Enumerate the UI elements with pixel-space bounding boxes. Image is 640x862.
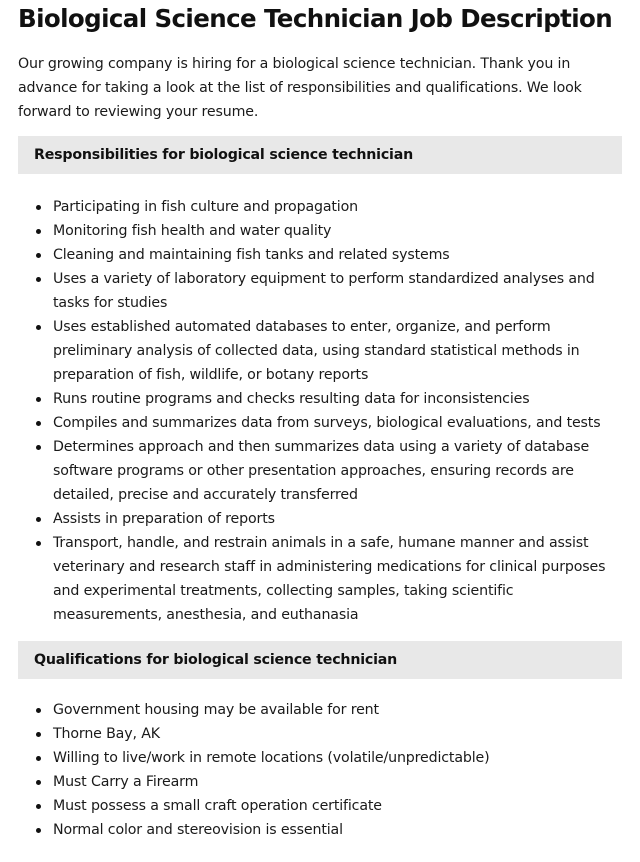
list-item-text: Cleaning and maintaining fish tanks and related systems (53, 247, 450, 263)
list-item (18, 698, 622, 722)
bullet-icon (36, 397, 41, 402)
qualifications-list (18, 698, 622, 842)
bullet-icon (36, 445, 41, 450)
list-item (18, 387, 622, 411)
responsibilities-list (18, 195, 622, 627)
page-title: Biological Science Technician Job Description (18, 4, 613, 33)
bullet-icon (36, 541, 41, 546)
list-item (18, 746, 622, 770)
list-item-text: Compiles and summarizes data from surveys, biological evaluations, and tests (53, 415, 601, 431)
intro-paragraph: Our growing company is hiring for a biological science technician. Thank you in advance for taking a look at the list of responsibilities and qualifications. We look forward to reviewing your resume. (18, 56, 582, 120)
list-item-text: Monitoring fish health and water quality (53, 223, 332, 239)
responsibilities-header (18, 136, 622, 174)
list-item-text: Determines approach and then summarizes data using a variety of database software programs or other presentation approaches, ensuring records are detailed, precise and accurately transferred (53, 439, 590, 503)
list-item (18, 770, 622, 794)
list-item (18, 531, 622, 627)
list-item (18, 315, 622, 387)
list-item (18, 435, 622, 507)
responsibilities-heading: Responsibilities for biological science technician (34, 147, 413, 163)
bullet-icon (36, 804, 41, 809)
list-item (18, 794, 622, 818)
bullet-icon (36, 205, 41, 210)
bullet-icon (36, 277, 41, 282)
list-item-text: Must Carry a Firearm (53, 774, 199, 790)
list-item-text: Must possess a small craft operation certificate (53, 798, 382, 814)
list-item (18, 195, 622, 219)
list-item (18, 411, 622, 435)
bullet-icon (36, 253, 41, 258)
bullet-icon (36, 325, 41, 330)
list-item-text: Assists in preparation of reports (53, 511, 275, 527)
list-item-text: Runs routine programs and checks resulting data for inconsistencies (53, 391, 530, 407)
list-item-text: Uses a variety of laboratory equipment to perform standardized analyses and tasks for studies (53, 271, 595, 311)
list-item (18, 243, 622, 267)
list-item (18, 722, 622, 746)
list-item (18, 507, 622, 531)
list-item-text: Transport, handle, and restrain animals in a safe, humane manner and assist veterinary and research staff in administering medications for clinical purposes and experimental treatments, collecting samples, taking scientific measurements, anesthesia, and euthanasia (53, 535, 606, 623)
list-item-text: Uses established automated databases to enter, organize, and perform preliminary analysis of collected data, using standard statistical methods in preparation of fish, wildlife, or botany reports (53, 319, 580, 383)
list-item-text: Government housing may be available for rent (53, 702, 379, 718)
bullet-icon (36, 828, 41, 833)
list-item (18, 818, 622, 842)
bullet-icon (36, 229, 41, 234)
list-item (18, 267, 622, 315)
bullet-icon (36, 732, 41, 737)
bullet-icon (36, 756, 41, 761)
list-item-text: Normal color and stereovision is essential (53, 822, 343, 838)
bullet-icon (36, 780, 41, 785)
list-item-text: Willing to live/work in remote locations (volatile/unpredictable) (53, 750, 490, 766)
qualifications-header (18, 641, 622, 679)
bullet-icon (36, 708, 41, 713)
qualifications-heading: Qualifications for biological science technician (34, 652, 398, 668)
list-item-text: Thorne Bay, AK (53, 726, 160, 742)
list-item (18, 219, 622, 243)
list-item-text: Participating in fish culture and propagation (53, 199, 358, 215)
bullet-icon (36, 421, 41, 426)
bullet-icon (36, 517, 41, 522)
